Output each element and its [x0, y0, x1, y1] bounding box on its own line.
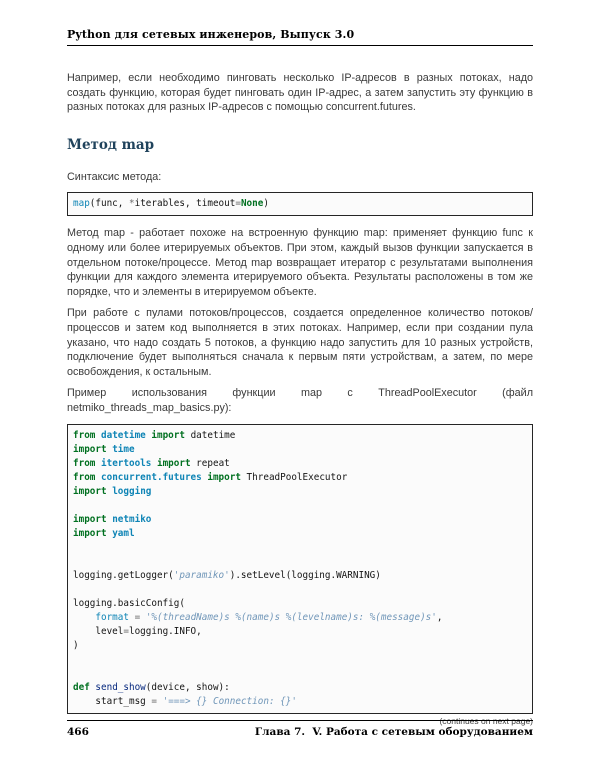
paragraph-intro: Например, если необходимо пинговать несколько IP-адресов в разных потоках, надо создать функцию, которая будет пинговать один IP-адрес, а затем запустить эту функцию в разных потоках для разных IP-адресов с помощью concurrent.futures. — [67, 72, 533, 114]
paragraph-pool-description: При работе с пулами потоков/процессов, создается определенное количество потоков/процессов и затем код выполняется в этих потоках. Например, если при создании пула указано, что надо создать 5 потоков, а функцию надо запустить для 10 разных устройств, подключение будет выполняться сначала к первым пяти устройствам, а затем, по мере освобождения, к остальным. — [67, 307, 533, 378]
chapter-title: Глава 7. V. Работа с сетевым оборудованием — [254, 726, 533, 738]
page-header — [67, 28, 533, 46]
code-block-syntax: map(func, *iterables, timeout=None) — [67, 192, 533, 216]
paragraph-map-description: Метод map - работает похоже на встроенную функцию map: применяет функцию func к одному или более итерируемых объектов. При этом, каждый вызов функции запускается в отдельном потоке/процессе. Метод map возвращает итератор с результатами выполнения функции для каждого элемента итерируемого объекта. Результаты расположены в том же порядке, что и элементы в итерируемом объекте. — [67, 227, 533, 298]
page-number: 466 — [67, 726, 89, 738]
paragraph-example-intro: Пример использования функции map с ThreadPoolExecutor (файл netmiko_threads_map_basics.py): — [67, 387, 533, 414]
section-title: Метод map — [67, 136, 155, 153]
header-title: Python для сетевых инженеров, Выпуск 3.0 — [67, 28, 355, 41]
continues-note: (continues on next page) — [439, 715, 533, 726]
code-block-example: from datetime import datetime import time from itertools import repeat from concurrent.futures import ThreadPoolExecutor import logging import netmiko import yaml logging.getLogger('paramiko').setLevel(logging.WARNING) logging.basicConfig( format = '%(threadName)s %(name)s %(levelname)s: %(message)s', level=logging.INFO, ) def send_show(device, show): start_msg = '===> {} Connection: {}' — [67, 424, 533, 714]
page-footer — [67, 720, 533, 738]
syntax-label: Синтаксис метода: — [67, 170, 162, 183]
